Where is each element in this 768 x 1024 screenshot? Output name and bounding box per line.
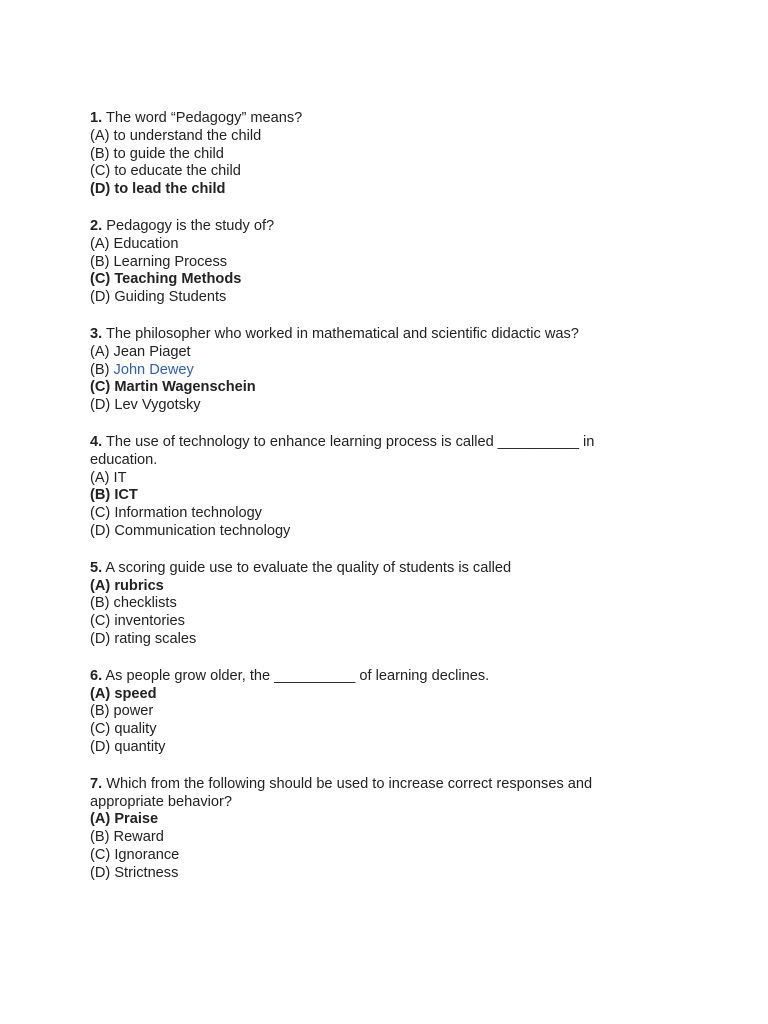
option-label: (B) (90, 703, 110, 720)
question-3-prompt (90, 326, 630, 344)
question-5 (90, 560, 630, 649)
option-a (90, 236, 630, 254)
option-text: quantity (114, 738, 166, 755)
question-7 (90, 776, 630, 883)
option-text: to lead the child (114, 181, 226, 198)
option-label: (C) (90, 379, 111, 396)
option-text: quality (114, 721, 157, 738)
question-5-prompt (90, 560, 630, 578)
option-text: rubrics (114, 577, 164, 594)
option-label: (C) (90, 721, 111, 738)
option-label: (C) (90, 846, 111, 863)
option-label: (B) (90, 595, 110, 612)
option-label: (D) (90, 289, 111, 306)
option-c (90, 721, 630, 739)
option-label: (C) (90, 505, 111, 522)
option-text: to educate the child (114, 163, 241, 180)
question-number: 3. (90, 325, 103, 342)
option-d (90, 523, 630, 541)
option-d (90, 631, 630, 649)
option-a-correct-answer (90, 686, 630, 704)
question-number: 6. (90, 667, 103, 684)
option-label: (D) (90, 522, 111, 539)
option-label: (A) (90, 235, 110, 252)
option-d (90, 397, 630, 415)
option-c (90, 505, 630, 523)
option-c (90, 847, 630, 865)
question-text: A scoring guide use to evaluate the quality of students is called (105, 559, 512, 576)
option-c-correct-answer (90, 271, 630, 289)
quiz-document (90, 110, 630, 901)
option-label: (C) (90, 613, 111, 630)
option-text: Learning Process (113, 253, 228, 270)
option-label: (B) (90, 361, 110, 378)
option-a (90, 344, 630, 362)
option-label: (D) (90, 738, 111, 755)
option-label: (D) (90, 397, 111, 414)
question-text: As people grow older, the __________ of learning declines. (105, 667, 490, 684)
option-b (90, 362, 630, 380)
option-b (90, 829, 630, 847)
option-text: Education (113, 235, 179, 252)
option-b-correct-answer (90, 487, 630, 505)
question-number: 4. (90, 433, 103, 450)
option-label: (B) (90, 145, 110, 162)
option-d (90, 289, 630, 307)
option-text: to understand the child (113, 127, 262, 144)
option-b (90, 703, 630, 721)
option-text: Guiding Students (114, 289, 227, 306)
option-text: inventories (114, 613, 185, 630)
question-text: Pedagogy is the study of? (106, 217, 275, 234)
option-a (90, 128, 630, 146)
option-text: Strictness (114, 864, 179, 881)
question-number: 1. (90, 110, 103, 126)
option-b (90, 595, 630, 613)
option-label: (A) (90, 685, 111, 702)
question-6 (90, 668, 630, 757)
question-text: Which from the following should be used to increase correct responses and appropriate behavior? (90, 775, 593, 810)
option-text: Lev Vygotsky (114, 397, 201, 414)
option-a-correct-answer (90, 811, 630, 829)
question-2 (90, 218, 630, 307)
option-text: ICT (114, 487, 138, 504)
option-b (90, 146, 630, 164)
option-label: (B) (90, 829, 110, 846)
question-3 (90, 326, 630, 415)
option-label: (D) (90, 630, 111, 647)
option-text: Jean Piaget (113, 343, 191, 360)
option-a (90, 470, 630, 488)
option-text: Ignorance (114, 846, 180, 863)
question-4 (90, 434, 630, 541)
option-b (90, 254, 630, 272)
option-label: (A) (90, 811, 111, 828)
option-text: Teaching Methods (114, 271, 242, 288)
option-label: (A) (90, 577, 111, 594)
question-1-prompt (90, 110, 630, 128)
question-text: The philosopher who worked in mathematical and scientific didactic was? (105, 325, 579, 342)
john-dewey-link[interactable]: John Dewey (113, 361, 194, 378)
option-text: Praise (114, 811, 159, 828)
option-label: (D) (90, 181, 111, 198)
option-d (90, 865, 630, 883)
option-text: Reward (113, 829, 164, 846)
option-c (90, 163, 630, 181)
question-text: The use of technology to enhance learning process is called __________ in education. (90, 433, 595, 468)
option-c (90, 613, 630, 631)
option-text: rating scales (114, 630, 197, 647)
option-text: Information technology (114, 505, 262, 522)
option-label: (A) (90, 127, 110, 144)
option-text: IT (113, 469, 127, 486)
question-number: 7. (90, 775, 103, 792)
question-text: The word “Pedagogy” means? (105, 110, 303, 126)
option-label: (D) (90, 864, 111, 881)
question-number: 2. (90, 217, 103, 234)
question-4-prompt (90, 434, 630, 470)
option-text: power (113, 703, 154, 720)
option-c-correct-answer (90, 379, 630, 397)
option-label: (C) (90, 271, 111, 288)
option-text: to guide the child (113, 145, 224, 162)
option-d (90, 739, 630, 757)
option-text: Martin Wagenschein (114, 379, 256, 396)
question-7-prompt (90, 776, 630, 812)
option-label: (A) (90, 343, 110, 360)
option-text: speed (114, 685, 157, 702)
question-number: 5. (90, 559, 103, 576)
option-text: checklists (113, 595, 177, 612)
option-label: (A) (90, 469, 110, 486)
question-6-prompt (90, 668, 630, 686)
option-label: (C) (90, 163, 111, 180)
option-a-correct-answer (90, 578, 630, 596)
option-label: (B) (90, 253, 110, 270)
option-d-correct-answer (90, 181, 630, 199)
option-text: Communication technology (114, 522, 291, 539)
option-label: (B) (90, 487, 111, 504)
question-1 (90, 110, 630, 199)
question-2-prompt (90, 218, 630, 236)
